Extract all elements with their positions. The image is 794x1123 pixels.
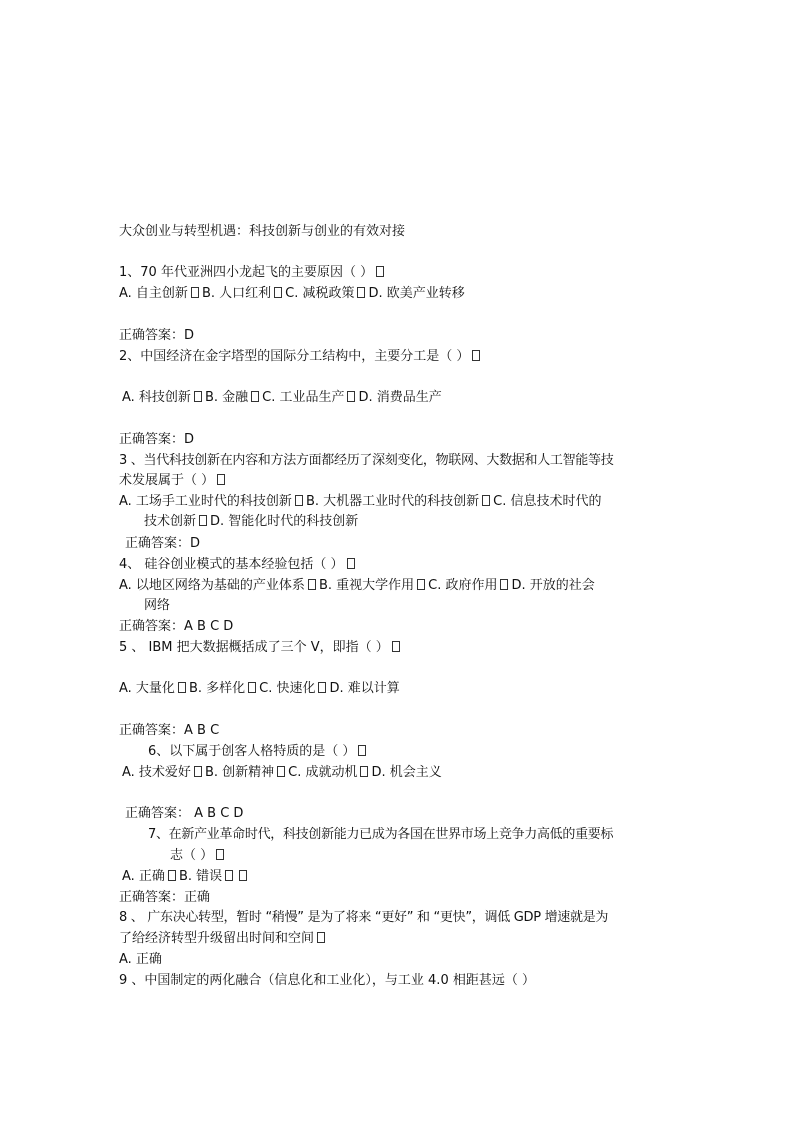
checkbox-glyph-icon [317,932,325,943]
checkbox-glyph-icon [191,287,199,298]
checkbox-glyph-icon [225,870,233,881]
checkbox-glyph-icon [347,391,355,402]
checkbox-glyph-icon [216,849,224,860]
question-1 [119,264,387,282]
checkbox-glyph-icon [277,766,285,777]
question-7-line-1: 7、在新产业革命时代，科技创新能力已成为各国在世界市场上竞争力高低的重要标 [148,827,614,842]
question-8-option-a: A. 正确 [119,952,162,967]
option-c: C. 工业品生产 [262,390,345,405]
checkbox-glyph-icon [318,682,326,693]
question-3-line-2: 术发展属于（ ） [119,472,228,490]
document-title: 大众创业与转型机遇：科技创新与创业的有效对接 [119,224,406,239]
question-4 [119,556,358,574]
answer-7: 正确答案：正确 [119,890,211,905]
option-a: A. 技术爱好 [122,765,191,780]
answer-2: 正确答案：D [119,432,195,447]
checkbox-glyph-icon [472,350,480,361]
question-2 [119,348,483,366]
checkbox-glyph-icon [168,870,176,881]
option-a: A. 以地区网络为基础的产业体系 [119,578,305,593]
option-a: A. 工场手工业时代的科技创新 [119,494,292,509]
checkbox-glyph-icon [360,766,368,777]
checkbox-glyph-icon [308,579,316,590]
question-5 [119,639,403,657]
option-b: B. 金融 [204,390,249,405]
checkbox-glyph-icon [194,391,202,402]
option-c: C. 信息技术时代的 [493,494,602,509]
option-b: B. 大机器工业时代的科技创新 [305,494,480,509]
question-3-options-line-2 [144,513,358,531]
answer-6: 正确答案： A B C D [125,806,244,821]
checkbox-glyph-icon [178,682,186,693]
checkbox-glyph-icon [217,474,225,485]
option-d: D. 难以计算 [329,681,400,696]
question-2-text: 2、中国经济在金字塔型的国际分工结构中，主要分工是（ ） [119,349,470,364]
question-4-text: 4、 硅谷创业模式的基本经验包括（ ） [119,557,344,572]
question-3-options-line-1 [119,493,601,511]
option-c: C. 快速化 [259,681,316,696]
option-b: B. 多样化 [188,681,246,696]
option-a: A. 大量化 [119,681,175,696]
question-8-line-1: 8 、 广东决心转型，暂时 “稍慢” 是为了将来 “更好” 和 “更快”，调低 GDP 增速就是为 [119,910,609,925]
answer-5: 正确答案：A B C [119,723,220,738]
question-2-options [122,389,442,407]
checkbox-glyph-icon [357,287,365,298]
question-4-options-line-2: 网络 [144,598,171,613]
checkbox-glyph-icon [358,745,366,756]
option-d: D. 开放的社会 [511,578,595,593]
checkbox-glyph-icon [482,495,490,506]
question-6 [148,743,369,761]
option-c-cont: 技术创新 [144,514,197,529]
option-a: A. 正确 [122,869,165,884]
option-a: A. 自主创新 [119,286,188,301]
question-5-options [119,680,400,698]
option-b: B. 错误 [178,869,223,884]
option-b: B. 重视大学作用 [318,578,415,593]
checkbox-glyph-icon [251,391,259,402]
checkbox-glyph-icon [239,870,247,881]
checkbox-glyph-icon [376,266,384,277]
checkbox-glyph-icon [199,515,207,526]
option-d: D. 消费品生产 [358,390,442,405]
option-b: B. 创新精神 [204,765,275,780]
option-a: A. 科技创新 [122,390,191,405]
checkbox-glyph-icon [248,682,256,693]
question-8-line-2: 了给经济转型升级留出时间和空间 [119,930,328,948]
option-c: C. 政府作用 [428,578,498,593]
question-5-text: 5 、 IBM 把大数据概括成了三个 V，即指（ ） [119,640,389,655]
option-d: D. 机会主义 [371,765,442,780]
checkbox-glyph-icon [417,579,425,590]
option-d: D. 欧美产业转移 [368,286,465,301]
option-d: D. 智能化时代的科技创新 [210,514,359,529]
checkbox-glyph-icon [500,579,508,590]
question-4-options-line-1 [119,577,595,595]
question-1-text: 1、70 年代亚洲四小龙起飞的主要原因（ ） [119,265,374,280]
answer-4: 正确答案：A B C D [119,619,234,634]
question-7-options [122,868,250,886]
option-c: C. 减税政策 [285,286,355,301]
option-c: C. 成就动机 [288,765,358,780]
answer-1: 正确答案：D [119,328,195,343]
question-9: 9 、中国制定的两化融合（信息化和工业化），与工业 4.0 相距甚远（ ） [119,973,535,988]
question-3-line-1: 3 、当代科技创新在内容和方法方面都经历了深刻变化，物联网、大数据和人工智能等技 [119,453,614,468]
question-6-options [122,764,442,782]
question-1-options [119,285,465,303]
question-7-line-2: 志（ ） [170,847,227,865]
checkbox-glyph-icon [347,558,355,569]
checkbox-glyph-icon [194,766,202,777]
checkbox-glyph-icon [295,495,303,506]
answer-3: 正确答案：D [125,536,201,551]
checkbox-glyph-icon [392,641,400,652]
question-6-text: 6、以下属于创客人格特质的是（ ） [148,744,356,759]
checkbox-glyph-icon [274,287,282,298]
option-b: B. 人口红利 [201,286,272,301]
